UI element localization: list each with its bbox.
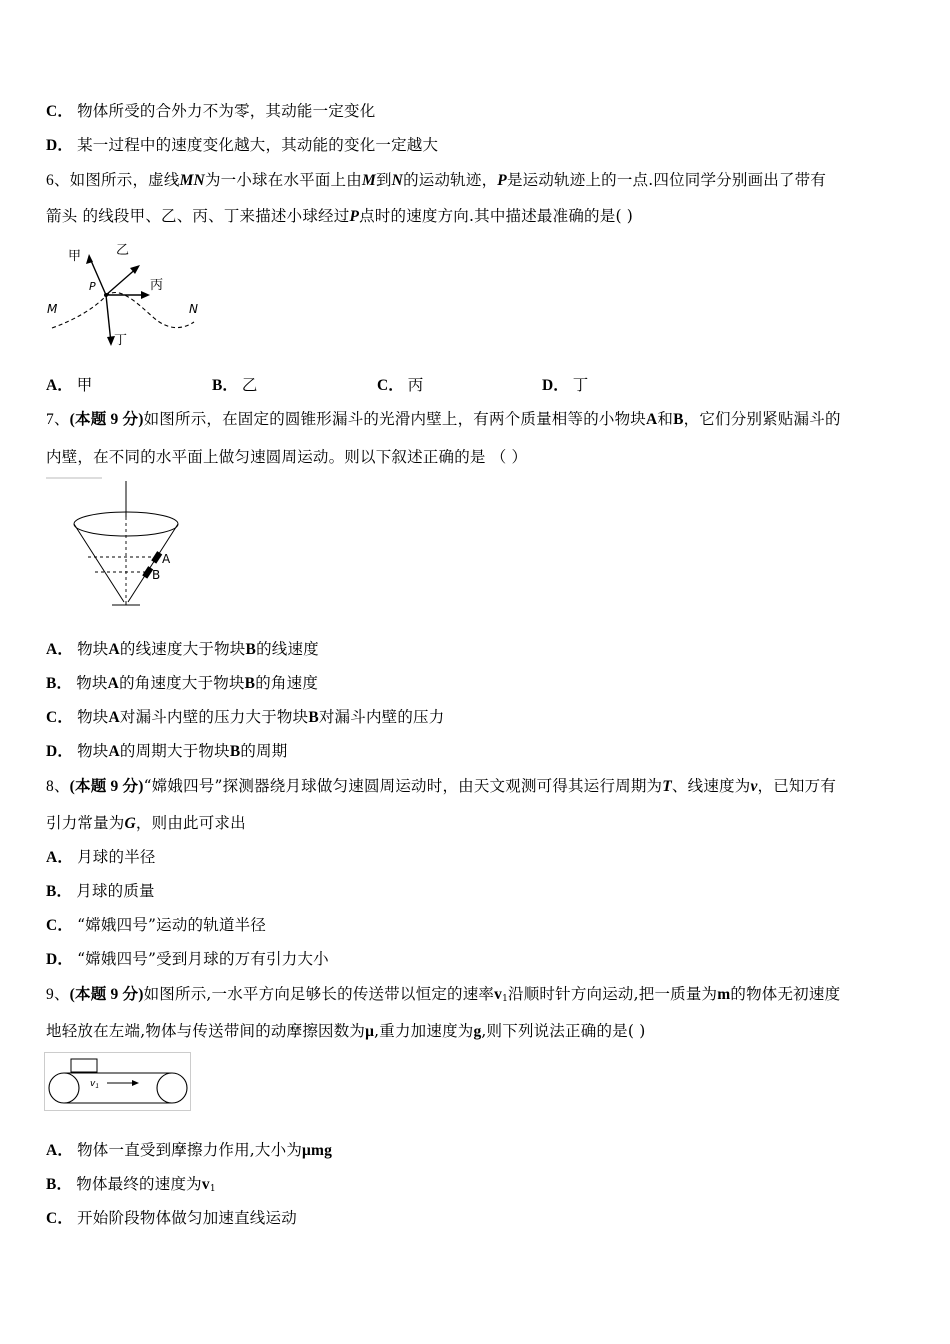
q7-option-c[interactable]: C． 物块A对漏斗内壁的压力大于物块B对漏斗内壁的压力	[46, 708, 445, 726]
q8-option-b[interactable]: B． 月球的质量	[46, 882, 155, 900]
q6-option-a[interactable]: A． 甲	[46, 376, 93, 394]
q8-option-c[interactable]: C． “嫦娥四号”运动的轨道半径	[46, 916, 267, 934]
q5-option-d: D． 某一过程中的速度变化越大，其动能的变化一定越大	[46, 136, 439, 154]
label-n: N	[189, 302, 198, 316]
q9-option-a[interactable]: A． 物体一直受到摩擦力作用,大小为μmg	[46, 1141, 333, 1159]
q9-option-c[interactable]: C． 开始阶段物体做匀加速直线运动	[46, 1209, 297, 1227]
q7-option-a[interactable]: A． 物块A的线速度大于物块B的线速度	[46, 640, 319, 658]
q6-trajectory-figure	[44, 240, 214, 355]
q6-option-c[interactable]: C． 丙	[377, 376, 424, 394]
q9-stem-line2: 地轻放在左端,物体与传送带间的动摩擦因数为μ,重力加速度为g,则下列说法正确的是( )	[46, 1022, 646, 1040]
block-a	[151, 551, 162, 563]
trajectory-curve	[52, 292, 194, 328]
q5-option-c: C． 物体所受的合外力不为零，其动能一定变化	[46, 102, 376, 120]
q7-stem-line1: 7、(本题 9 分)如图所示，在固定的圆锥形漏斗的光滑内壁上，有两个质量相等的小物块A和B，它们分别紧贴漏斗的	[46, 410, 841, 428]
q6-options	[46, 374, 746, 396]
label-yi: 乙	[116, 243, 130, 258]
q6-option-b[interactable]: B． 乙	[212, 376, 258, 394]
arrow-ding	[106, 295, 111, 343]
q9-option-b[interactable]: B． 物体最终的速度为$v_1$	[46, 1175, 216, 1194]
q6-stem-line2: 箭头 的线段甲、乙、丙、丁来描述小球经过P点时的速度方向.其中描述最准确的是( )	[46, 207, 634, 225]
label-bing: 丙	[150, 278, 164, 293]
q7-option-d[interactable]: D． 物块A的周期大于物块B的周期	[46, 742, 288, 760]
label-v1: $v_1$	[90, 1079, 100, 1090]
q7-option-b[interactable]: B． 物块A的角速度大于物块B的角速度	[46, 674, 319, 692]
label-a: A	[162, 552, 171, 566]
q7-stem-line2: 内壁，在不同的水平面上做匀速圆周运动。则以下叙述正确的是 （ ）	[46, 448, 528, 466]
q6-stem-line1: 6、如图所示，虚线MN为一小球在水平面上由M到N的运动轨迹，P是运动轨迹上的一点.四位同学分别画出了带有	[46, 171, 827, 189]
q7-funnel-figure	[44, 477, 194, 607]
block-object	[71, 1059, 97, 1072]
q8-stem-line1: 8、(本题 9 分)“嫦娥四号”探测器绕月球做匀速圆周运动时，由天文观测可得其运行周期为T、线速度为v，已知万有	[46, 777, 837, 795]
right-roller	[157, 1073, 187, 1103]
label-m: M	[47, 302, 58, 316]
q8-option-a[interactable]: A． 月球的半径	[46, 848, 156, 866]
label-p: P	[89, 280, 96, 293]
label-b: B	[152, 568, 161, 582]
q9-stem-line1: 9、(本题 9 分)如图所示,一水平方向足够长的传送带以恒定的速率$v_1$沿顺时针方向运动,把一质量为m的物体无初速度	[46, 985, 841, 1004]
label-jia: 甲	[68, 249, 82, 264]
left-roller	[49, 1073, 79, 1103]
q9-conveyor-figure	[44, 1052, 192, 1112]
q6-option-d[interactable]: D． 丁	[542, 376, 589, 394]
q8-option-d[interactable]: D． “嫦娥四号”受到月球的万有引力大小	[46, 950, 329, 968]
label-ding: 丁	[114, 333, 128, 348]
q8-stem-line2: 引力常量为G，则由此可求出	[46, 814, 246, 832]
